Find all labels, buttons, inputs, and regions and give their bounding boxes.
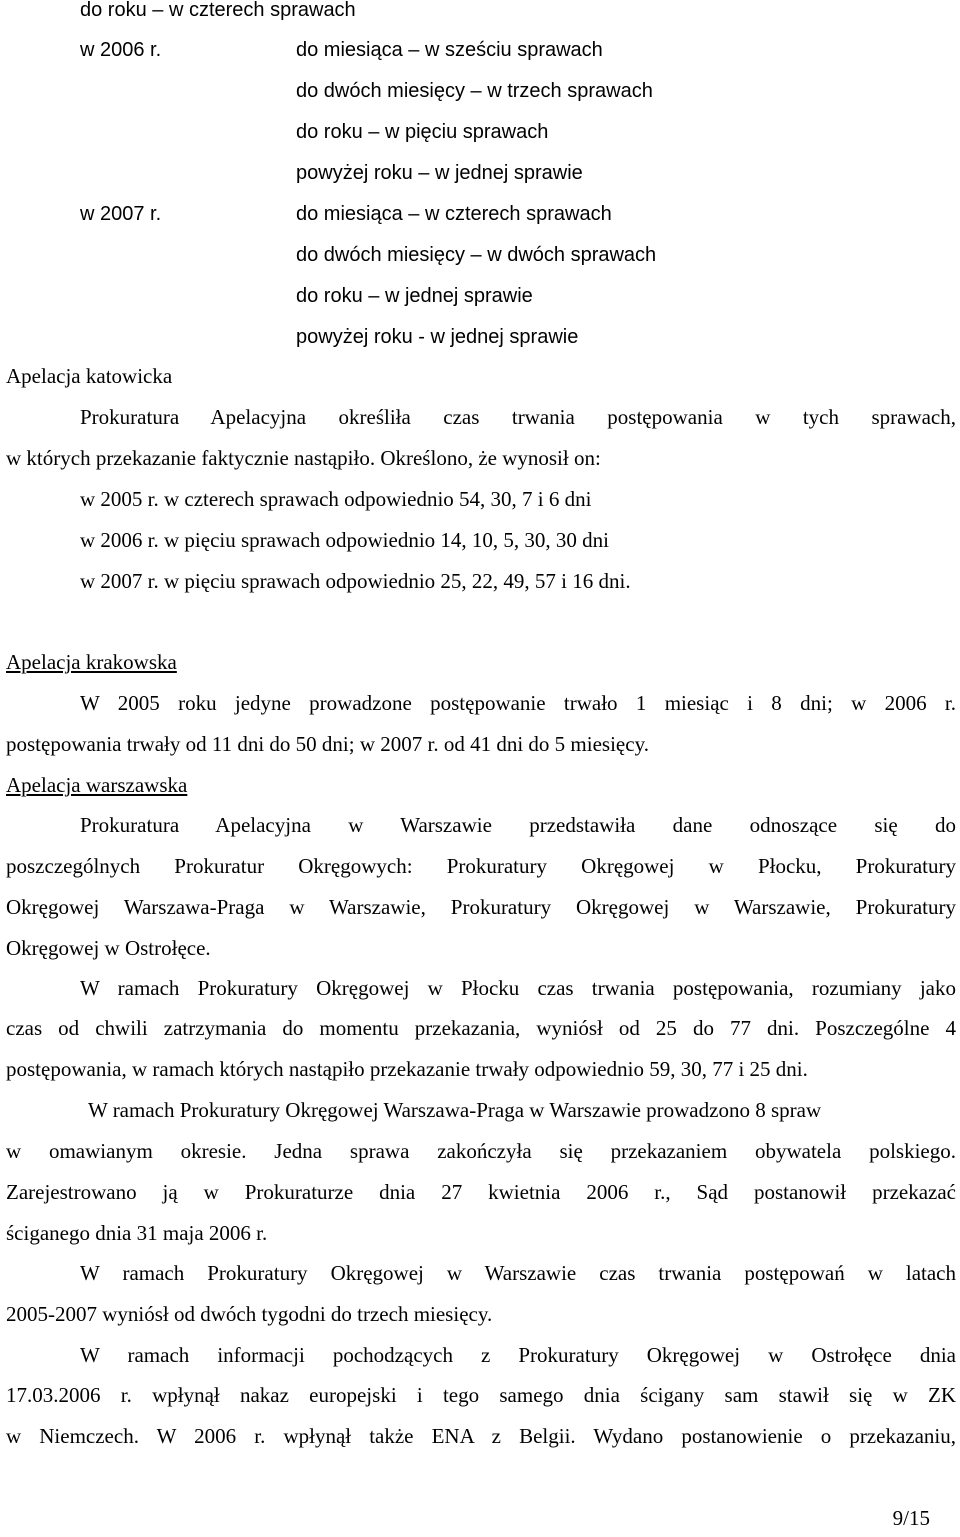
list-item: do roku – w pięciu sprawach <box>296 121 549 143</box>
paragraph-line: Okręgowej w Ostrołęce. <box>6 936 211 960</box>
page-number: 9/15 <box>892 1506 930 1530</box>
list-item: do roku – w jednej sprawie <box>296 285 533 307</box>
list-item: do dwóch miesięcy – w trzech sprawach <box>296 80 653 102</box>
paragraph-line: Prokuratura Apelacyjna w Warszawie przedstawiła dane odnoszące się do <box>80 813 956 837</box>
paragraph-line: W ramach informacji pochodzących z Prokuratury Okręgowej w Ostrołęce dnia <box>80 1343 956 1367</box>
paragraph-line: w omawianym okresie. Jedna sprawa zakończyła się przekazaniem obywatela polskiego. <box>6 1139 956 1163</box>
paragraph-line: 2005-2007 wyniósł od dwóch tygodni do trzech miesięcy. <box>6 1302 493 1326</box>
section-heading-krakowska: Apelacja krakowska <box>6 650 177 674</box>
paragraph-line: poszczególnych Prokuratur Okręgowych: Prokuratury Okręgowej w Płocku, Prokuratury <box>6 854 956 878</box>
year-2006-label: w 2006 r. <box>80 39 162 61</box>
paragraph-line: w których przekazanie faktycznie nastąpiło. Określono, że wynosił on: <box>6 446 601 470</box>
paragraph-line: czas od chwili zatrzymania do momentu przekazania, wyniósł od 25 do 77 dni. Poszczególne 4 <box>6 1016 956 1040</box>
list-item: do miesiąca – w sześciu sprawach <box>296 39 603 61</box>
paragraph-line: W 2005 roku jedyne prowadzone postępowanie trwało 1 miesiąc i 8 dni; w 2006 r. <box>80 691 956 715</box>
year-2007-label: w 2007 r. <box>80 203 162 225</box>
paragraph-line: Prokuratura Apelacyjna określiła czas trwania postępowania w tych sprawach, <box>80 405 956 429</box>
paragraph-line: Okręgowej Warszawa-Praga w Warszawie, Prokuratury Okręgowej w Warszawie, Prokuratury <box>6 895 956 919</box>
intro-line: do roku – w czterech sprawach <box>80 0 356 21</box>
paragraph-line: w Niemczech. W 2006 r. wpłynął także ENA z Belgii. Wydano postanowienie o przekazaniu, <box>6 1424 956 1448</box>
paragraph-line: W ramach Prokuratury Okręgowej Warszawa-Praga w Warszawie prowadzono 8 spraw <box>88 1098 822 1122</box>
paragraph-line: w 2006 r. w pięciu sprawach odpowiednio 14, 10, 5, 30, 30 dni <box>80 528 610 552</box>
list-item: do miesiąca – w czterech sprawach <box>296 203 612 225</box>
paragraph-line: w 2005 r. w czterech sprawach odpowiednio 54, 30, 7 i 6 dni <box>80 487 592 511</box>
paragraph-line: ściganego dnia 31 maja 2006 r. <box>6 1221 268 1245</box>
paragraph-line: postępowania trwały od 11 dni do 50 dni; w 2007 r. od 41 dni do 5 miesięcy. <box>6 732 649 756</box>
paragraph-line: W ramach Prokuratury Okręgowej w Płocku czas trwania postępowania, rozumiany jako <box>80 976 956 1000</box>
paragraph-line: 17.03.2006 r. wpłynął nakaz europejski i tego samego dnia ścigany sam stawił się w ZK <box>6 1383 956 1407</box>
list-item: powyżej roku – w jednej sprawie <box>296 162 583 184</box>
paragraph-line: W ramach Prokuratury Okręgowej w Warszawie czas trwania postępowań w latach <box>80 1261 956 1285</box>
section-heading-warszawska: Apelacja warszawska <box>6 773 188 797</box>
paragraph-line: Zarejestrowano ją w Prokuraturze dnia 27 kwietnia 2006 r., Sąd postanowił przekazać <box>6 1180 956 1204</box>
paragraph-line: w 2007 r. w pięciu sprawach odpowiednio 25, 22, 49, 57 i 16 dni. <box>80 569 631 593</box>
list-item: do dwóch miesięcy – w dwóch sprawach <box>296 244 657 266</box>
paragraph-line: postępowania, w ramach których nastąpiło przekazanie trwały odpowiednio 59, 30, 77 i 25 dni. <box>6 1057 808 1081</box>
section-heading-katowicka: Apelacja katowicka <box>6 364 173 388</box>
list-item: powyżej roku - w jednej sprawie <box>296 326 579 348</box>
